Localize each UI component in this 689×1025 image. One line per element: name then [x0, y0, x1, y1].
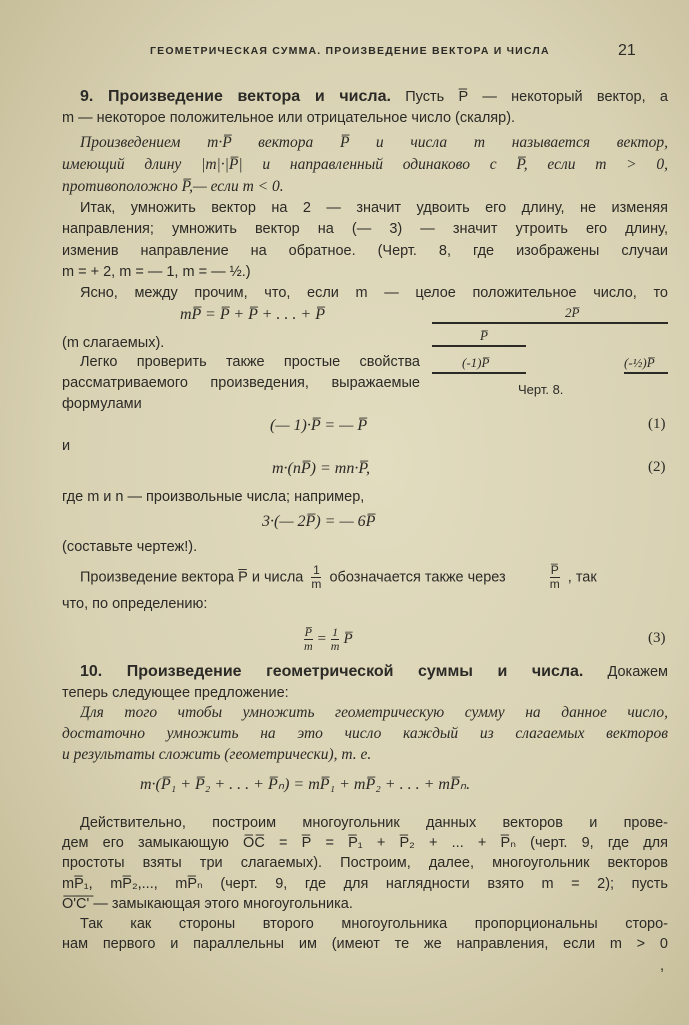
numerator: 1 — [332, 625, 339, 640]
vector-minus-half-p — [624, 372, 668, 374]
text-line: формулами — [62, 396, 142, 412]
text-line: mP̅₁, mP̅₂,..., mP̅ₙ (черт. 9, где для наглядности взято m = 2); пусть — [62, 876, 668, 892]
section-10-heading: 10. Произведение геометрической суммы и числа. — [80, 663, 584, 680]
running-header: ГЕОМЕТРИЧЕСКАЯ СУММА. ПРОИЗВЕДЕНИЕ ВЕКТОРА И ЧИСЛА — [150, 45, 550, 57]
theorem-line: достаточно умножить на это число каждый из слагаемых векторов — [62, 725, 668, 742]
text-line: m — некоторое положительное или отрицательное число (скаляр). — [62, 110, 516, 126]
section-9-heading: 9. Произведение вектора и числа. — [80, 88, 391, 105]
text-line: Итак, умножить вектор на 2 — значит удвоить его длину, не изменяя — [80, 200, 668, 216]
text-line: Легко проверить также простые свойства — [80, 354, 420, 370]
equation-3 — [300, 624, 353, 654]
text: Пусть P̅ — некоторый вектор, а — [405, 89, 668, 105]
fraction — [331, 626, 340, 653]
example-formula: 3·(— 2P̅) = — 6P̅ — [262, 513, 376, 530]
text-line: изменив направление на обратное. (Черт. 8, где изображены случаи — [62, 243, 668, 259]
text-line: m = + 2, m = — 1, m = — ½.) — [62, 264, 251, 280]
text-line: O̅'̅C̅'̅ — замыкающая этого многоугольника. — [62, 896, 353, 912]
definition-line: имеющий длину |m|·|P̅| и направленный одинаково с P̅, если m > 0, — [62, 156, 668, 173]
figure-label-minus-half-p: (-½)P̅ — [624, 355, 655, 370]
equation-2-number: (2) — [648, 459, 666, 475]
formula-sum: mP̅ = P̅ + P̅ + . . . + P̅ — [180, 306, 325, 323]
text-line: (составьте чертеж!). — [62, 539, 198, 555]
figure-label-p: P̅ — [480, 328, 488, 343]
figure-label-2p: 2P̅ — [565, 305, 580, 320]
equation-2: m·(nP̅) = mn·P̅, — [272, 460, 371, 477]
text-line: (m слагаемых). — [62, 335, 165, 351]
denominator: m — [311, 577, 322, 591]
theorem-line: и результаты сложить (геометрически), т. е. — [62, 746, 372, 763]
text-line: простоты взяты три слагаемых). Построим, далее, многоугольник векторов — [62, 855, 668, 871]
vector-p: P̅ — [343, 631, 353, 647]
text: Произведение вектора P̅ и числа — [80, 569, 304, 586]
equation-1-number: (1) — [648, 416, 666, 432]
fraction — [304, 626, 313, 653]
text-line: Ясно, между прочим, что, если m — целое положительное число, то — [80, 285, 668, 301]
equation-1: (— 1)·P̅ = — P̅ — [270, 417, 368, 434]
figure-caption: Черт. 8. — [518, 382, 564, 397]
equation-3-number: (3) — [648, 630, 666, 646]
text: Докажем — [607, 664, 668, 680]
vector-p — [432, 345, 526, 347]
text-line: что, по определению: — [62, 596, 208, 612]
text: , так — [567, 569, 597, 586]
equals: = — [316, 631, 327, 647]
text-line: где m и n — произвольные числа; например, — [62, 489, 365, 505]
text: обозначается также через — [329, 569, 506, 586]
denominator: m — [330, 639, 340, 654]
trailing-comma: , — [660, 958, 665, 974]
text-line: направления; умножить вектор на (— 3) — значит утроить его длину, — [62, 221, 668, 237]
fraction-p-over-m — [550, 564, 560, 591]
theorem-line: Для того чтобы умножить геометрическую сумму на данное число, — [80, 704, 668, 721]
text-line: теперь следующее предложение: — [62, 685, 289, 701]
section-10-line-1 — [80, 662, 668, 682]
denominator: m — [304, 639, 313, 654]
vector-minus-p — [432, 372, 526, 374]
vector-2p — [432, 322, 668, 324]
numerator: P̅ — [304, 625, 312, 640]
fraction-one-over-m — [311, 564, 321, 591]
definition-line: Произведением m·P̅ вектора P̅ и числа m называется вектор, — [80, 134, 668, 151]
numerator: P̅ — [550, 563, 559, 577]
definition-line: противоположно P̅,— если m < 0. — [62, 178, 284, 195]
text-line: Действительно, построим многоугольник данных векторов и прове- — [80, 815, 668, 831]
text-line — [80, 564, 668, 590]
figure-label-minus-p: (-1)P̅ — [462, 355, 490, 370]
text-line: Так как стороны второго многоугольника пропорциональны сторо- — [80, 916, 668, 932]
text-line: и — [62, 438, 71, 454]
page-number: 21 — [618, 42, 636, 59]
text-line: рассматриваемого произведения, выражаемые — [62, 375, 420, 391]
denominator: m — [549, 577, 560, 591]
section-9-line-1 — [80, 87, 668, 107]
text-line: дем его замыкающую O̅C̅ = P̅ = P̅₁ + P̅₂ + ... + P̅ₙ (черт. 9, где для — [62, 835, 668, 851]
numerator: 1 — [313, 563, 320, 577]
text-line: нам первого и параллельны им (имеют те же направления, если m > 0 — [62, 936, 668, 952]
distributive-formula: m·(P̅₁ + P̅₂ + . . . + P̅ₙ) = mP̅₁ + mP̅₂ + . . . + mP̅ₙ. — [140, 776, 471, 793]
